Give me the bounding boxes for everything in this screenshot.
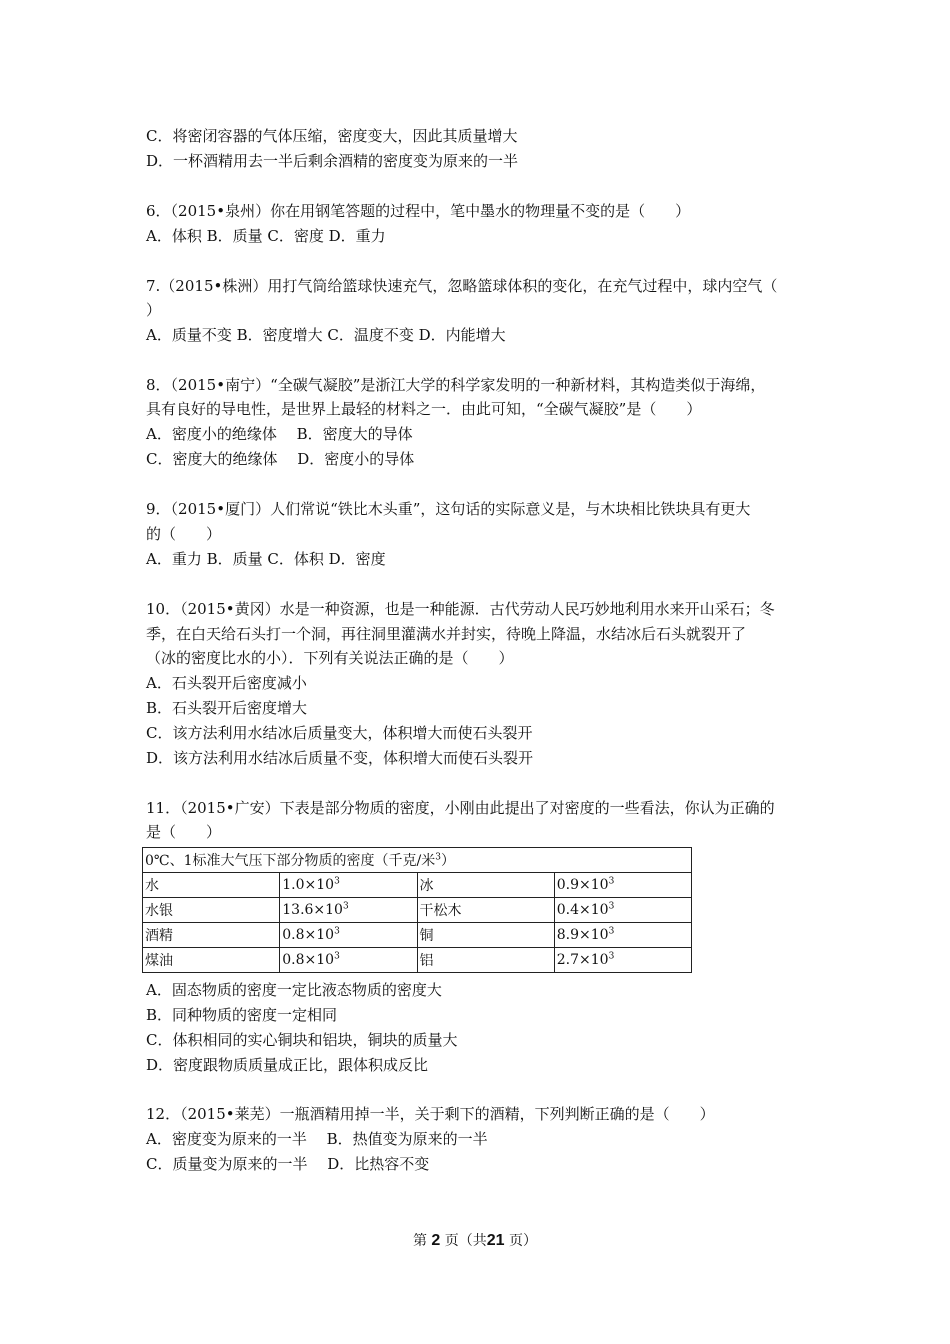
table-caption: 0℃、1标准大气压下部分物质的密度（千克/米$^3$） <box>143 848 692 873</box>
q9-options: A．重力 B．质量 C．体积 D．密度 <box>146 550 386 568</box>
table-row <box>143 948 692 973</box>
q11-option-a: A．固态物质的密度一定比液态物质的密度大 <box>146 981 442 999</box>
substance-name: 干松木 <box>417 898 554 923</box>
q5-option-d: D．一杯酒精用去一半后剩余酒精的密度变为原来的一半 <box>146 152 519 170</box>
q9-stem-line2: 的（ ） <box>146 525 222 543</box>
density-value: $0.8\times 10^3$ <box>280 923 417 948</box>
q10-stem-line3: （冰的密度比水的小）．下列有关说法正确的是（ ） <box>146 649 514 667</box>
q12-options-cd: C．质量变为原来的一半 D．比热容不变 <box>146 1155 430 1173</box>
substance-name: 水银 <box>143 898 280 923</box>
density-value: $13.6\times 10^3$ <box>280 898 417 923</box>
page-footer <box>0 1230 950 1250</box>
table-row <box>143 898 692 923</box>
substance-name: 冰 <box>417 873 554 898</box>
current-page-number: 2 <box>431 1232 441 1249</box>
q7-stem-line2: ） <box>146 301 162 319</box>
q12-options-ab: A．密度变为原来的一半 B．热值变为原来的一半 <box>146 1130 488 1148</box>
density-value: $0.8\times 10^3$ <box>280 948 417 973</box>
table-row <box>143 923 692 948</box>
density-value: $0.9\times 10^3$ <box>554 873 691 898</box>
q10-option-d: D．该方法利用水结冰后质量不变，体积增大而使石头裂开 <box>146 749 534 767</box>
q7-stem-line1: 7.（2015•株洲）用打气筒给篮球快速充气，忽略篮球体积的变化，在充气过程中，球内空气（ <box>146 277 778 295</box>
substance-name: 煤油 <box>143 948 280 973</box>
q6-options: A．体积 B．质量 C．密度 D．重力 <box>146 227 386 245</box>
substance-name: 铜 <box>417 923 554 948</box>
density-value: $2.7\times 10^3$ <box>554 948 691 973</box>
substance-name: 水 <box>143 873 280 898</box>
q11-option-c: C．体积相同的实心铜块和铝块，铜块的质量大 <box>146 1031 458 1049</box>
q10-option-c: C．该方法利用水结冰后质量变大，体积增大而使石头裂开 <box>146 724 533 742</box>
q6-stem: 6．（2015•泉州）你在用钢笔答题的过程中，笔中墨水的物理量不变的是（ ） <box>146 202 691 220</box>
q9-stem-line1: 9．（2015•厦门）人们常说“铁比木头重”，这句话的实际意义是，与木块相比铁块具有更大 <box>146 500 751 518</box>
q11-option-d: D．密度跟物质质量成正比，跟体积成反比 <box>146 1056 429 1074</box>
density-value: $0.4\times 10^3$ <box>554 898 691 923</box>
density-value: $1.0\times 10^3$ <box>280 873 417 898</box>
table-caption-row <box>143 848 692 873</box>
table-row <box>143 873 692 898</box>
q10-option-a: A．石头裂开后密度减小 <box>146 674 307 692</box>
substance-name: 铝 <box>417 948 554 973</box>
q7-options: A．质量不变 B．密度增大 C．温度不变 D．内能增大 <box>146 326 506 344</box>
q8-stem-line1: 8．（2015•南宁）“全碳气凝胶”是浙江大学的科学家发明的一种新材料，其构造类似于海绵， <box>146 376 766 394</box>
q12-stem: 12．（2015•莱芜）一瓶酒精用掉一半，关于剩下的酒精，下列判断正确的是（ ） <box>146 1105 715 1123</box>
q5-option-c: C．将密闭容器的气体压缩，密度变大，因此其质量增大 <box>146 127 518 145</box>
footer-prefix: 第 <box>412 1233 427 1249</box>
q8-options-cd: C．密度大的绝缘体 D．密度小的导体 <box>146 450 415 468</box>
density-value: $8.9\times 10^3$ <box>554 923 691 948</box>
q10-stem-line2: 季，在白天给石头打一个洞，再往洞里灌满水并封实，待晚上降温，水结冰后石头就裂开了 <box>146 625 747 643</box>
q11-stem-line1: 11．（2015•广安）下表是部分物质的密度，小刚由此提出了对密度的一些看法，你认为正确的 <box>146 799 775 817</box>
q11-stem-line2: 是（ ） <box>146 823 222 841</box>
footer-middle: 页（共 <box>444 1233 487 1249</box>
q11-option-b: B．同种物质的密度一定相同 <box>146 1006 338 1024</box>
q8-stem-line2: 具有良好的导电性，是世界上最轻的材料之一．由此可知，“全碳气凝胶”是（ ） <box>146 400 702 418</box>
density-table <box>142 847 692 973</box>
q8-options-ab: A．密度小的绝缘体 B．密度大的导体 <box>146 425 413 443</box>
total-page-count: 21 <box>486 1232 505 1249</box>
substance-name: 酒精 <box>143 923 280 948</box>
footer-suffix: 页） <box>509 1233 538 1249</box>
q10-option-b: B．石头裂开后密度增大 <box>146 699 308 717</box>
q10-stem-line1: 10．（2015•黄冈）水是一种资源，也是一种能源．古代劳动人民巧妙地利用水来开山采石；冬 <box>146 600 775 618</box>
